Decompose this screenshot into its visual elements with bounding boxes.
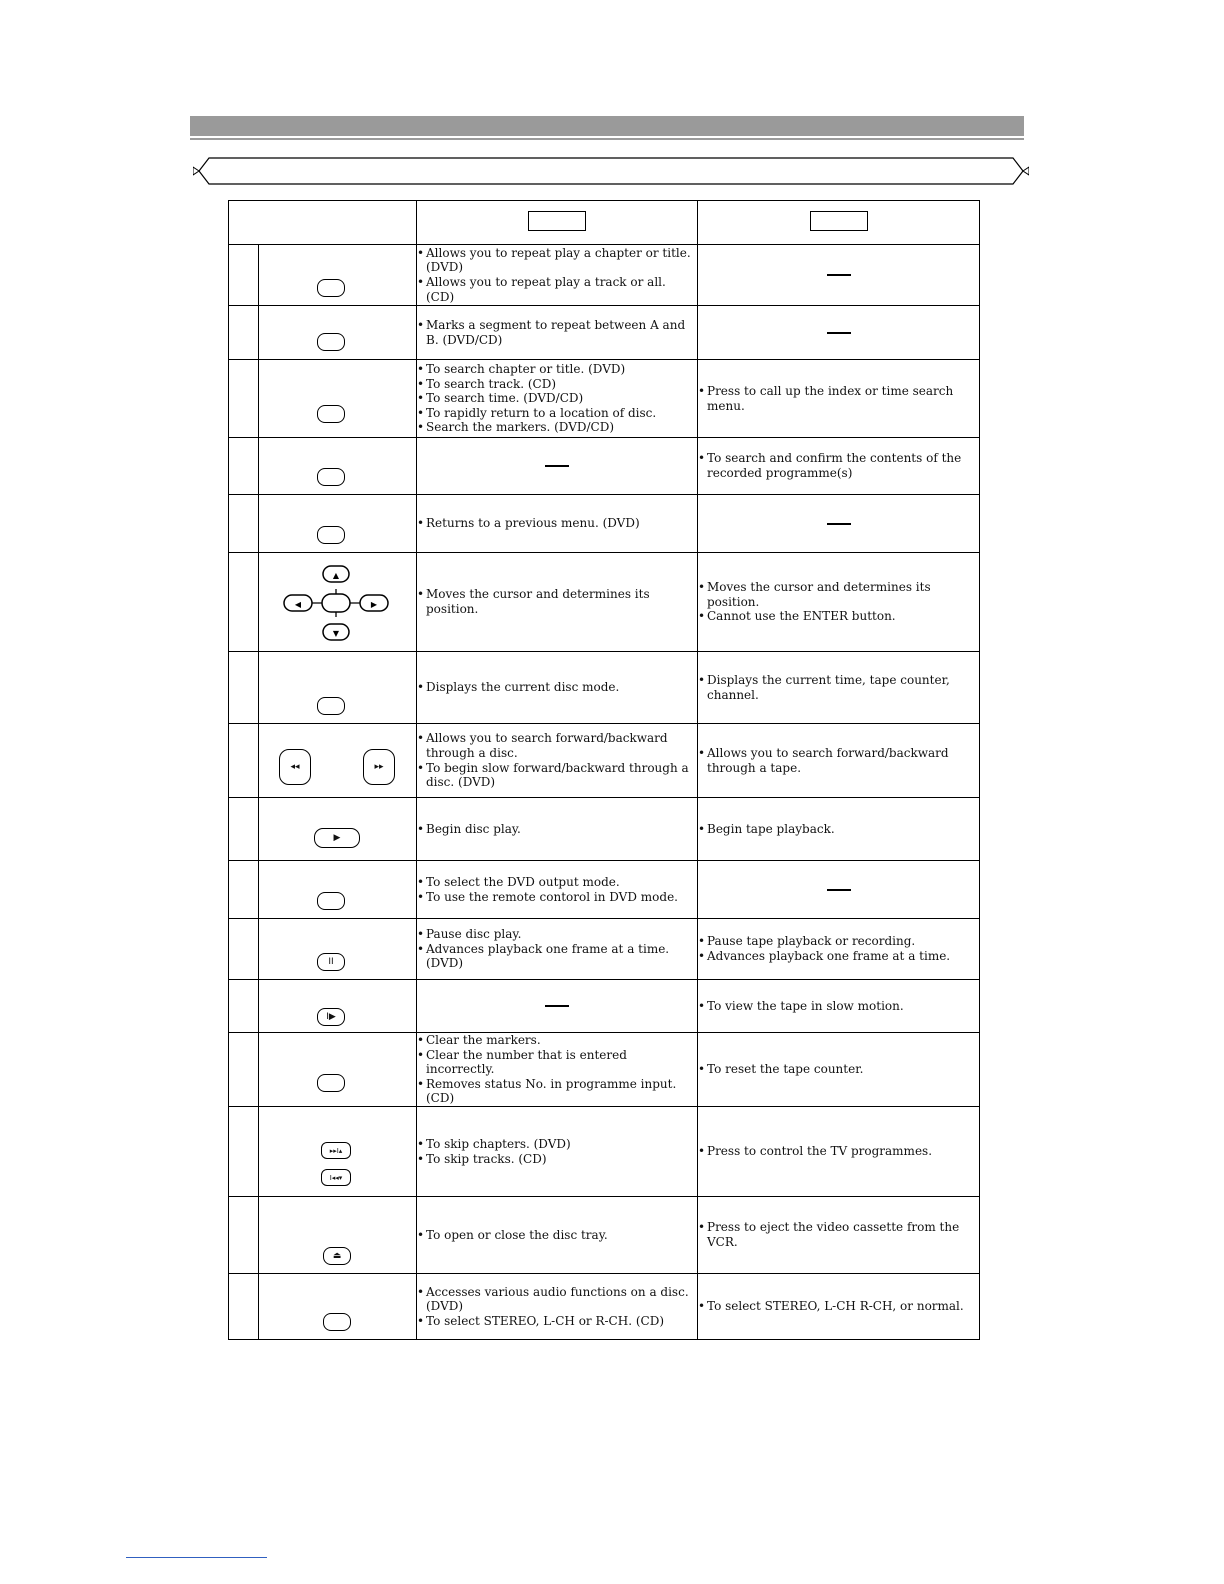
list-item: • Allows you to repeat play a track or all. (CD) [417,275,697,304]
banner-frame [193,155,1029,187]
right-arrow-icon: ▶ [370,600,378,609]
list-item: • Returns to a previous menu. (DVD) [417,516,697,531]
header-rule [190,138,1024,140]
vcr-description [698,245,980,306]
up-arrow-icon: ▲ [332,571,340,580]
list-item: • Displays the current disc mode. [417,680,697,695]
left-arrow-icon: ◀ [294,600,302,609]
list-item: • Marks a segment to repeat between A and B. (DVD/CD) [417,318,697,347]
table-row [229,553,980,652]
dvd-description [417,553,698,652]
header-bar [190,116,1024,136]
button-cell [259,652,417,724]
not-applicable-dash [827,889,851,891]
list-item: • Begin disc play. [417,822,697,837]
list-item: • To begin slow forward/backward through a disc. (DVD) [417,761,697,790]
vcr-description [698,1274,980,1340]
list-item: • Removes status No. in programme input. (CD) [417,1077,697,1106]
list-item: • Pause disc play. [417,927,697,942]
vcr-description [698,861,980,919]
button-cell [259,919,417,980]
list-item: • To reset the tape counter. [698,1062,979,1077]
button-cell [259,1107,417,1197]
dvd-description [417,1274,698,1340]
list-item: • To skip chapters. (DVD) [417,1137,697,1152]
table-row [229,438,980,495]
row-number-cell [229,1197,259,1274]
dvd-button-icon [317,892,345,910]
row-number-cell [229,306,259,360]
table-row [229,1033,980,1107]
skip-down-button-icon: I◂◂▾ [321,1169,351,1186]
not-applicable-dash [827,332,851,334]
row-number-cell [229,438,259,495]
dvd-mode-label-box [528,211,586,231]
dvd-description [417,1107,698,1197]
list-item: • Clear the markers. [417,1033,697,1048]
dvd-description [417,861,698,919]
not-applicable-dash [827,274,851,276]
list-item: • Press to eject the video cassette from the VCR. [698,1220,979,1249]
a-b-button-icon [317,333,345,351]
list-item: • To select the DVD output mode. [417,875,697,890]
display-button-icon [317,697,345,715]
vcr-description [698,919,980,980]
table-row [229,798,980,861]
table-row [229,360,980,438]
vcr-description [698,1033,980,1107]
row-number-cell [229,553,259,652]
row-number-cell [229,980,259,1033]
list-item: • Allows you to repeat play a chapter or title. (DVD) [417,246,697,275]
table-row [229,724,980,798]
list-item: • Advances playback one frame at a time. [698,949,979,964]
dvd-description [417,1197,698,1274]
row-number-cell [229,1274,259,1340]
table-row [229,919,980,980]
dvd-description [417,980,698,1033]
list-item: • To view the tape in slow motion. [698,999,979,1014]
dvd-description [417,438,698,495]
list-item: • To open or close the disc tray. [417,1228,697,1243]
vcr-description [698,1197,980,1274]
vcr-description [698,1107,980,1197]
vcr-description [698,495,980,553]
index-button-icon [317,468,345,486]
button-function-table [228,200,980,1340]
vcr-description [698,553,980,652]
list-item: • Begin tape playback. [698,822,979,837]
audio-button-icon [323,1313,351,1331]
list-item: • Moves the cursor and determines its position. [698,580,979,609]
list-item: • Displays the current time, tape counter, channel. [698,673,979,702]
button-cell [259,1197,417,1274]
dvd-description [417,652,698,724]
down-arrow-icon: ▼ [332,629,340,638]
button-cell [259,245,417,306]
not-applicable-dash [545,1005,569,1007]
dvd-description [417,919,698,980]
slow-button-icon: I▶ [317,1008,345,1026]
skip-up-button-icon: ▸▸I▴ [321,1142,351,1159]
list-item: • Advances playback one frame at a time. (DVD) [417,942,697,971]
table-row [229,306,980,360]
dvd-description [417,360,698,438]
row-number-cell [229,724,259,798]
table-row [229,1197,980,1274]
vcr-mode-header [698,201,980,245]
play-button-icon: ▶ [314,828,360,848]
table-row [229,1107,980,1197]
table-row [229,245,980,306]
button-cell [259,438,417,495]
footer-link-rule [126,1557,267,1558]
row-number-cell [229,245,259,306]
clear-button-icon [317,1074,345,1092]
row-number-cell [229,798,259,861]
return-button-icon [317,526,345,544]
rewind-button-icon: ◂◂ [279,749,311,785]
vcr-description [698,438,980,495]
not-applicable-dash [827,523,851,525]
vcr-description [698,360,980,438]
list-item: • Pause tape playback or recording. [698,934,979,949]
list-item: • Moves the cursor and determines its position. [417,587,697,616]
list-item: • To select STEREO, L-CH R-CH, or normal. [698,1299,979,1314]
repeat-button-icon [317,279,345,297]
list-item: • Search the markers. (DVD/CD) [417,420,697,435]
button-cell [259,553,417,652]
button-cell [259,861,417,919]
table-header-row [229,201,980,245]
list-item: • To search track. (CD) [417,377,697,392]
section-banner [193,155,1029,187]
vcr-description [698,980,980,1033]
list-item: • To use the remote contorol in DVD mode. [417,890,697,905]
eject-button-icon: ⏏ [323,1247,351,1265]
table-row [229,652,980,724]
pause-button-icon: II [317,953,345,971]
row-number-cell [229,1107,259,1197]
button-cell [259,980,417,1033]
table-row [229,1274,980,1340]
list-item: • Allows you to search forward/backward through a tape. [698,746,979,775]
table-row [229,980,980,1033]
list-item: • To skip tracks. (CD) [417,1152,697,1167]
dvd-mode-header [417,201,698,245]
row-number-cell [229,919,259,980]
search-mode-button-icon [317,405,345,423]
dvd-description [417,245,698,306]
vcr-mode-label-box [810,211,868,231]
row-number-cell [229,495,259,553]
list-item: • Accesses various audio functions on a disc. (DVD) [417,1285,697,1314]
list-item: • Allows you to search forward/backward through a disc. [417,731,697,760]
button-cell [259,1033,417,1107]
dvd-description [417,1033,698,1107]
list-item: • Press to control the TV programmes. [698,1144,979,1159]
button-cell [259,306,417,360]
vcr-description [698,306,980,360]
button-cell [259,360,417,438]
row-number-cell [229,360,259,438]
button-column-header [229,201,417,245]
vcr-description [698,724,980,798]
vcr-description [698,798,980,861]
cursor-pad-icon [281,563,391,643]
list-item: • Clear the number that is entered incorrectly. [417,1048,697,1077]
row-number-cell [229,1033,259,1107]
list-item: • To select STEREO, L-CH or R-CH. (CD) [417,1314,697,1329]
list-item: • To search time. (DVD/CD) [417,391,697,406]
fast-forward-button-icon: ▸▸ [363,749,395,785]
dvd-description [417,798,698,861]
row-number-cell [229,861,259,919]
vcr-description [698,652,980,724]
button-cell [259,495,417,553]
row-number-cell [229,652,259,724]
button-cell [259,724,417,798]
button-cell [259,1274,417,1340]
list-item: • To search and confirm the contents of the recorded programme(s) [698,451,979,480]
table-row [229,861,980,919]
list-item: • Press to call up the index or time search menu. [698,384,979,413]
dvd-description [417,724,698,798]
list-item: • To rapidly return to a location of disc. [417,406,697,421]
dvd-description [417,306,698,360]
list-item: • Cannot use the ENTER button. [698,609,979,624]
list-item: • To search chapter or title. (DVD) [417,362,697,377]
dvd-description [417,495,698,553]
button-cell [259,798,417,861]
not-applicable-dash [545,465,569,467]
table-row [229,495,980,553]
